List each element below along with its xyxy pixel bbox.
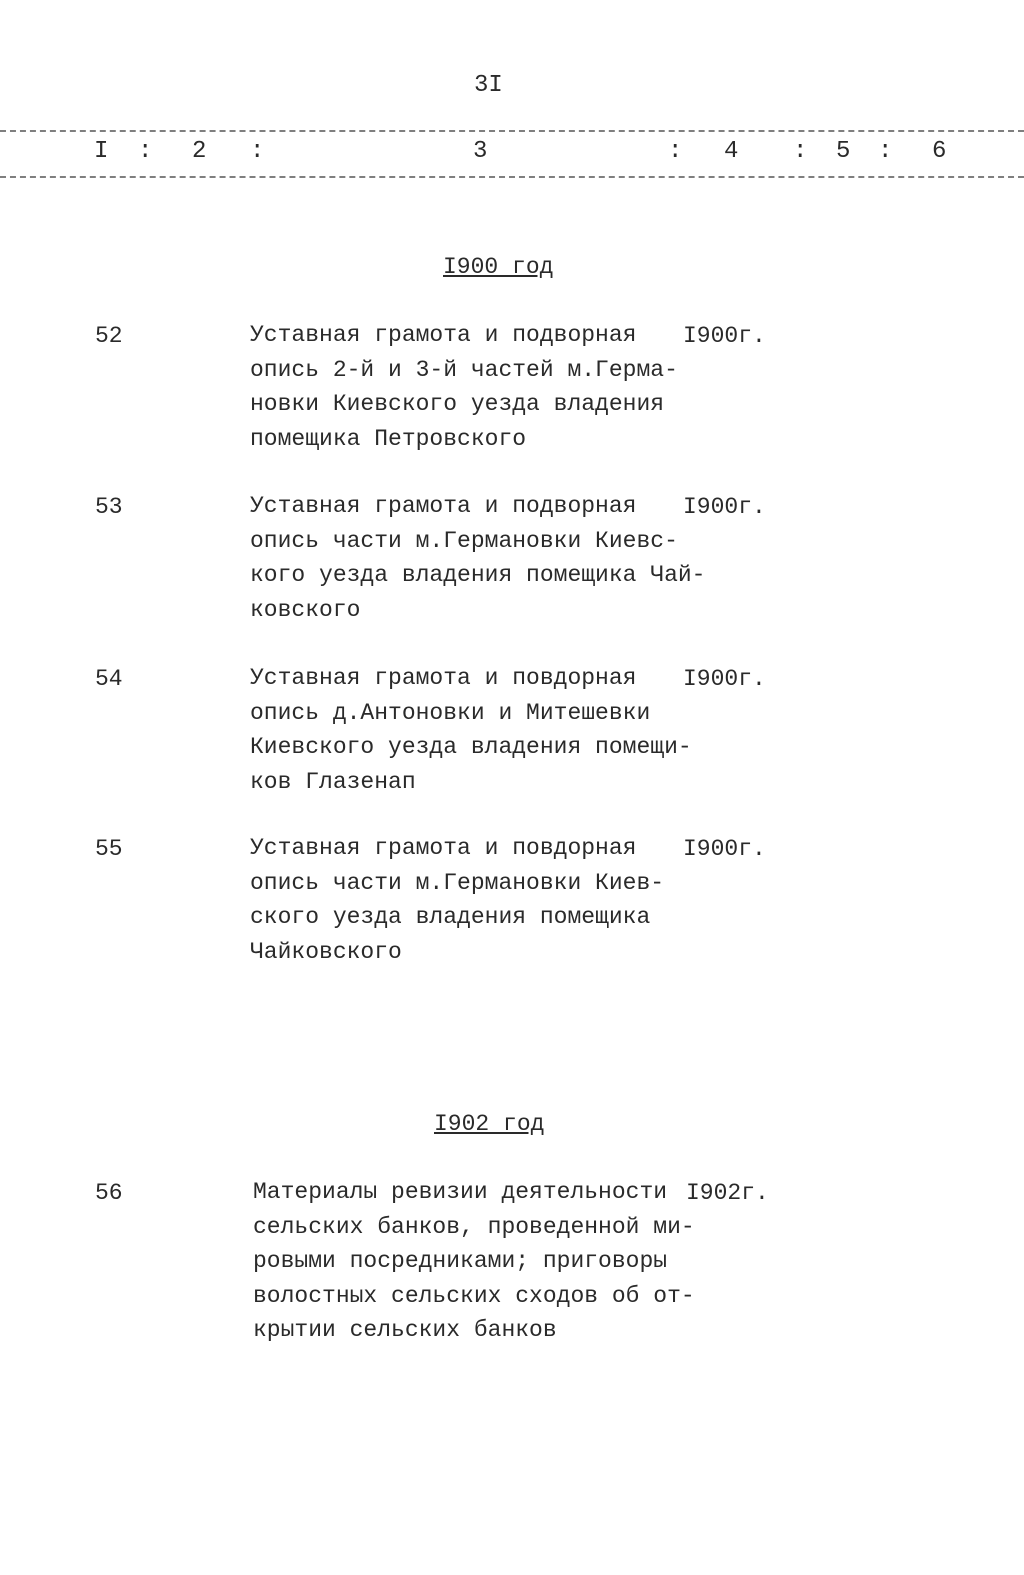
line: Уставная грамота и повдорная [250,835,637,861]
line: ков Глазенап [250,768,416,795]
column-header-1: I [94,138,109,165]
line: опись 2-й и 3-й частей м.Герма- [250,356,678,383]
line: помещика Петровского [250,425,527,452]
line: Киевского уезда владения помещи- [250,734,692,760]
column-separator: : [138,138,153,165]
header-bottom-rule [0,176,1024,178]
line: опись части м.Германовки Киев- [250,869,665,896]
page-number: 3I [474,72,503,99]
entry-number: 54 [95,666,123,692]
line: Уставная грамота и повдорная [250,665,637,691]
line: кого уезда владения помещика Чай- [250,562,706,588]
entry-number: 56 [95,1180,123,1206]
entry-description [250,318,678,456]
column-header-5: 5 [836,138,851,165]
line: Уставная грамота и подворная [250,322,637,348]
line: ровыми посредниками; приговоры [253,1248,668,1274]
column-separator: : [793,138,808,165]
line: Чайковского [250,938,402,965]
column-header-4: 4 [724,138,739,165]
header-top-rule [0,130,1024,132]
entry-year: I900г. [683,836,766,862]
entry-description [250,661,692,799]
line: опись части м.Германовки Киевс- [250,527,678,554]
section-heading-1900: I900 год [443,254,554,280]
column-separator: : [250,138,265,165]
line: крытии сельских банков [253,1317,557,1343]
entry-year: I900г. [683,323,766,349]
line: ского уезда владения помещика [250,904,651,930]
line: ковского [250,596,361,623]
line: волостных сельских сходов об от- [253,1282,695,1309]
entry-number: 55 [95,836,123,862]
line: сельских банков, проведенной ми- [253,1213,695,1240]
column-header-3: 3 [473,138,488,165]
line: Материалы ревизии деятельности [253,1179,668,1205]
column-header-6: 6 [932,138,947,165]
entry-description [250,831,664,969]
entry-year: I900г. [683,666,766,692]
entry-number: 52 [95,323,123,349]
line: Уставная грамота и подворная [250,493,637,519]
entry-number: 53 [95,494,123,520]
line: опись д.Антоновки и Митешевки [250,699,651,726]
entry-description [250,489,705,627]
column-separator: : [668,138,683,165]
entry-year: I902г. [686,1180,769,1206]
column-separator: : [878,138,893,165]
column-header-2: 2 [192,138,207,165]
line: новки Киевского уезда владения [250,391,665,417]
entry-year: I900г. [683,494,766,520]
section-heading-1902: I902 год [434,1111,545,1137]
entry-description [253,1175,695,1348]
